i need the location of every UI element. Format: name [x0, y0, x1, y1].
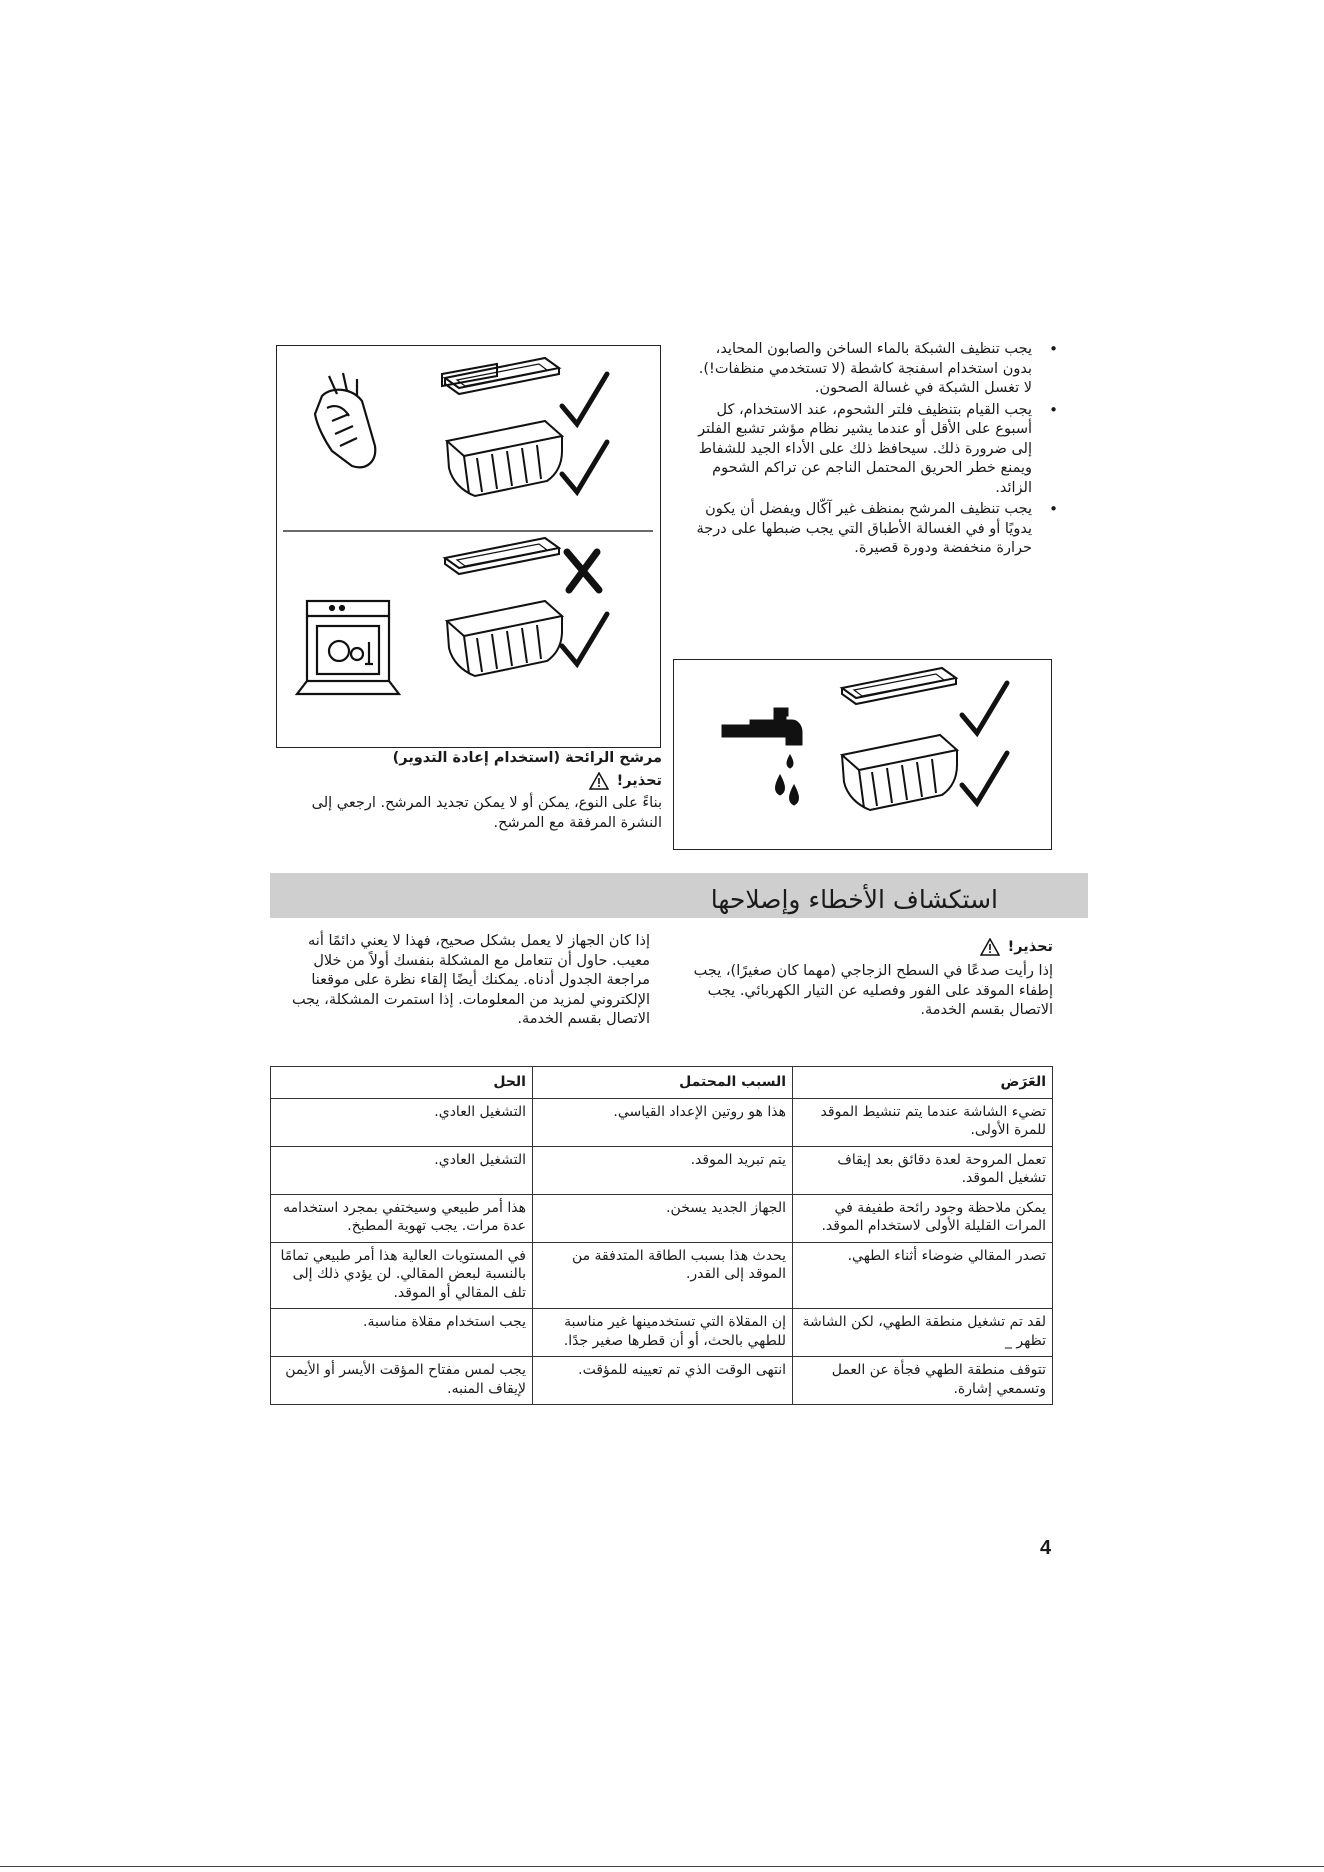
column-header-symptom: العَرَض — [793, 1067, 1053, 1099]
odor-filter-warning-heading — [270, 772, 662, 790]
solution-cell: في المستويات العالية هذا أمر طبيعي تمامًا بالنسبة لبعض المقالي. لن يؤدي ذلك إلى تلف المقالي أو الموقد. — [271, 1242, 533, 1309]
filter-box-icon — [447, 601, 562, 676]
filter-cleaning-illustration — [277, 346, 659, 746]
filter-box-icon — [447, 421, 562, 496]
filter-box-icon — [842, 735, 957, 810]
check-icon — [962, 683, 1007, 733]
hand-cloth-icon — [315, 373, 375, 467]
warning-label: تحذير! — [1007, 939, 1053, 955]
solution-cell: التشغيل العادي. — [271, 1146, 533, 1194]
symptom-cell: تتوقف منطقة الطهي فجأة عن العمل وتسمعي إشارة. — [793, 1357, 1053, 1405]
glass-crack-warning — [688, 938, 1053, 1021]
symptom-cell: تعمل المروحة لعدة دقائق بعد إيقاف تشغيل الموقد. — [793, 1146, 1053, 1194]
filter-cleaning-figure — [276, 345, 661, 748]
odor-filter-section — [270, 750, 662, 833]
symptom-cell: لقد تم تشغيل منطقة الطهي، لكن الشاشة تظهر _ — [793, 1309, 1053, 1357]
dishwasher-icon — [297, 601, 399, 694]
table-row — [271, 1357, 1053, 1405]
solution-cell: التشغيل العادي. — [271, 1098, 533, 1146]
symptom-cell: تضيء الشاشة عندما يتم تنشيط الموقد للمرة الأولى. — [793, 1098, 1053, 1146]
glass-warning-heading — [688, 938, 1053, 956]
table-row — [271, 1309, 1053, 1357]
odor-filter-title: مرشح الرائحة (استخدام إعادة التدوير) — [392, 750, 662, 766]
check-icon — [962, 753, 1007, 803]
odor-filter-warning-text: بناءً على النوع، يمكن أو لا يمكن تجديد المرشح. ارجعي إلى النشرة المرفقة مع المرشح. — [311, 795, 662, 831]
cause-cell: الجهاز الجديد يسخن. — [533, 1194, 793, 1242]
symptom-cell: تصدر المقالي ضوضاء أثناء الطهي. — [793, 1242, 1053, 1309]
water-tap-icon — [722, 708, 802, 805]
troubleshooting-banner — [270, 873, 1088, 918]
footer-rule — [0, 1866, 1324, 1867]
cause-cell: انتهى الوقت الذي تم تعيينه للمؤقت. — [533, 1357, 793, 1405]
glass-warning-text: إذا رأيت صدعًا في السطح الزجاجي (مهما كان صغيرًا)، يجب إطفاء الموقد على الفور وفصليه عن التيار الكهربائي. يجب الاتصال بقسم الخدمة. — [693, 963, 1053, 1018]
tap-washing-illustration — [674, 660, 1050, 848]
column-header-solution: الحل — [271, 1067, 533, 1099]
cleaning-instruction-item: • يجب تنظيف المرشح بمنظف غير آكّال ويفضل أن يكون يدويًا أو في الغسالة الأطباق التي يجب ضبطها على درجة حرارة منخفضة ودورة قصيرة. — [688, 500, 1058, 559]
column-header-cause: السبب المحتمل — [533, 1067, 793, 1099]
troubleshooting-table — [270, 1066, 1053, 1405]
solution-cell: هذا أمر طبيعي وسيختفي بمجرد استخدامه عدة مرات. يجب تهوية المطبخ. — [271, 1194, 533, 1242]
cross-icon — [567, 552, 599, 590]
cause-cell: إن المقلاة التي تستخدمينها غير مناسبة للطهي بالحث، أو أن قطرها صغير جدًا. — [533, 1309, 793, 1357]
tap-washing-figure — [673, 659, 1052, 850]
warning-label: تحذير! — [616, 773, 662, 789]
grille-icon — [442, 358, 559, 394]
check-icon — [562, 442, 607, 492]
troubleshooting-intro: إذا كان الجهاز لا يعمل بشكل صحيح، فهذا لا يعني دائمًا أنه معيب. حاول أن تتعامل مع المشكلة بنفسك أولاً من خلال مراجعة الجدول أدناه. يمكنك أيضًا إلقاء نظرة على موقعنا الإلكتروني لمزيد من المعلومات. إذا استمرت المشكلة، يجب الاتصال بقسم الخدمة. — [291, 933, 650, 1027]
table-row — [271, 1194, 1053, 1242]
grille-icon — [842, 668, 956, 704]
symptom-cell: يمكن ملاحظة وجود رائحة طفيفة في المرات القليلة الأولى لاستخدام الموقد. — [793, 1194, 1053, 1242]
grille-icon — [445, 538, 559, 574]
cause-cell: هذا هو روتين الإعداد القياسي. — [533, 1098, 793, 1146]
cleaning-instructions-list — [688, 340, 1058, 561]
warning-triangle-icon — [589, 772, 609, 790]
warning-triangle-icon — [980, 938, 1000, 956]
solution-cell: يجب لمس مفتاح المؤقت الأيسر أو الأيمن لإيقاف المنبه. — [271, 1357, 533, 1405]
check-icon — [562, 614, 607, 664]
cleaning-instruction-item: • يجب تنظيف الشبكة بالماء الساخن والصابون المحايد، بدون استخدام اسفنجة كاشطة (لا تستخدمي منظفات!). لا تغسل الشبكة في غسالة الصحون. — [688, 340, 1058, 399]
page-number: 4 — [1040, 1537, 1052, 1559]
solution-cell: يجب استخدام مقلاة مناسبة. — [271, 1309, 533, 1357]
table-row — [271, 1098, 1053, 1146]
table-row — [271, 1146, 1053, 1194]
troubleshooting-heading: استكشاف الأخطاء وإصلاحها — [710, 885, 998, 914]
table-row — [271, 1242, 1053, 1309]
cause-cell: يحدث هذا بسبب الطاقة المتدفقة من الموقد إلى القدر. — [533, 1242, 793, 1309]
check-icon — [562, 374, 607, 424]
table-header-row — [271, 1067, 1053, 1099]
cause-cell: يتم تبريد الموقد. — [533, 1146, 793, 1194]
cleaning-instruction-item: • يجب القيام بتنظيف فلتر الشحوم، عند الاستخدام، كل أسبوع على الأقل أو عندما يشير نظام مؤشر تشبع الفلتر إلى ضرورة ذلك. سيحافظ ذلك على الأداء الجيد للشفاط ويمنع خطر الحريق المحتمل الناجم عن تراكم الشحوم الزائد. — [688, 401, 1058, 499]
